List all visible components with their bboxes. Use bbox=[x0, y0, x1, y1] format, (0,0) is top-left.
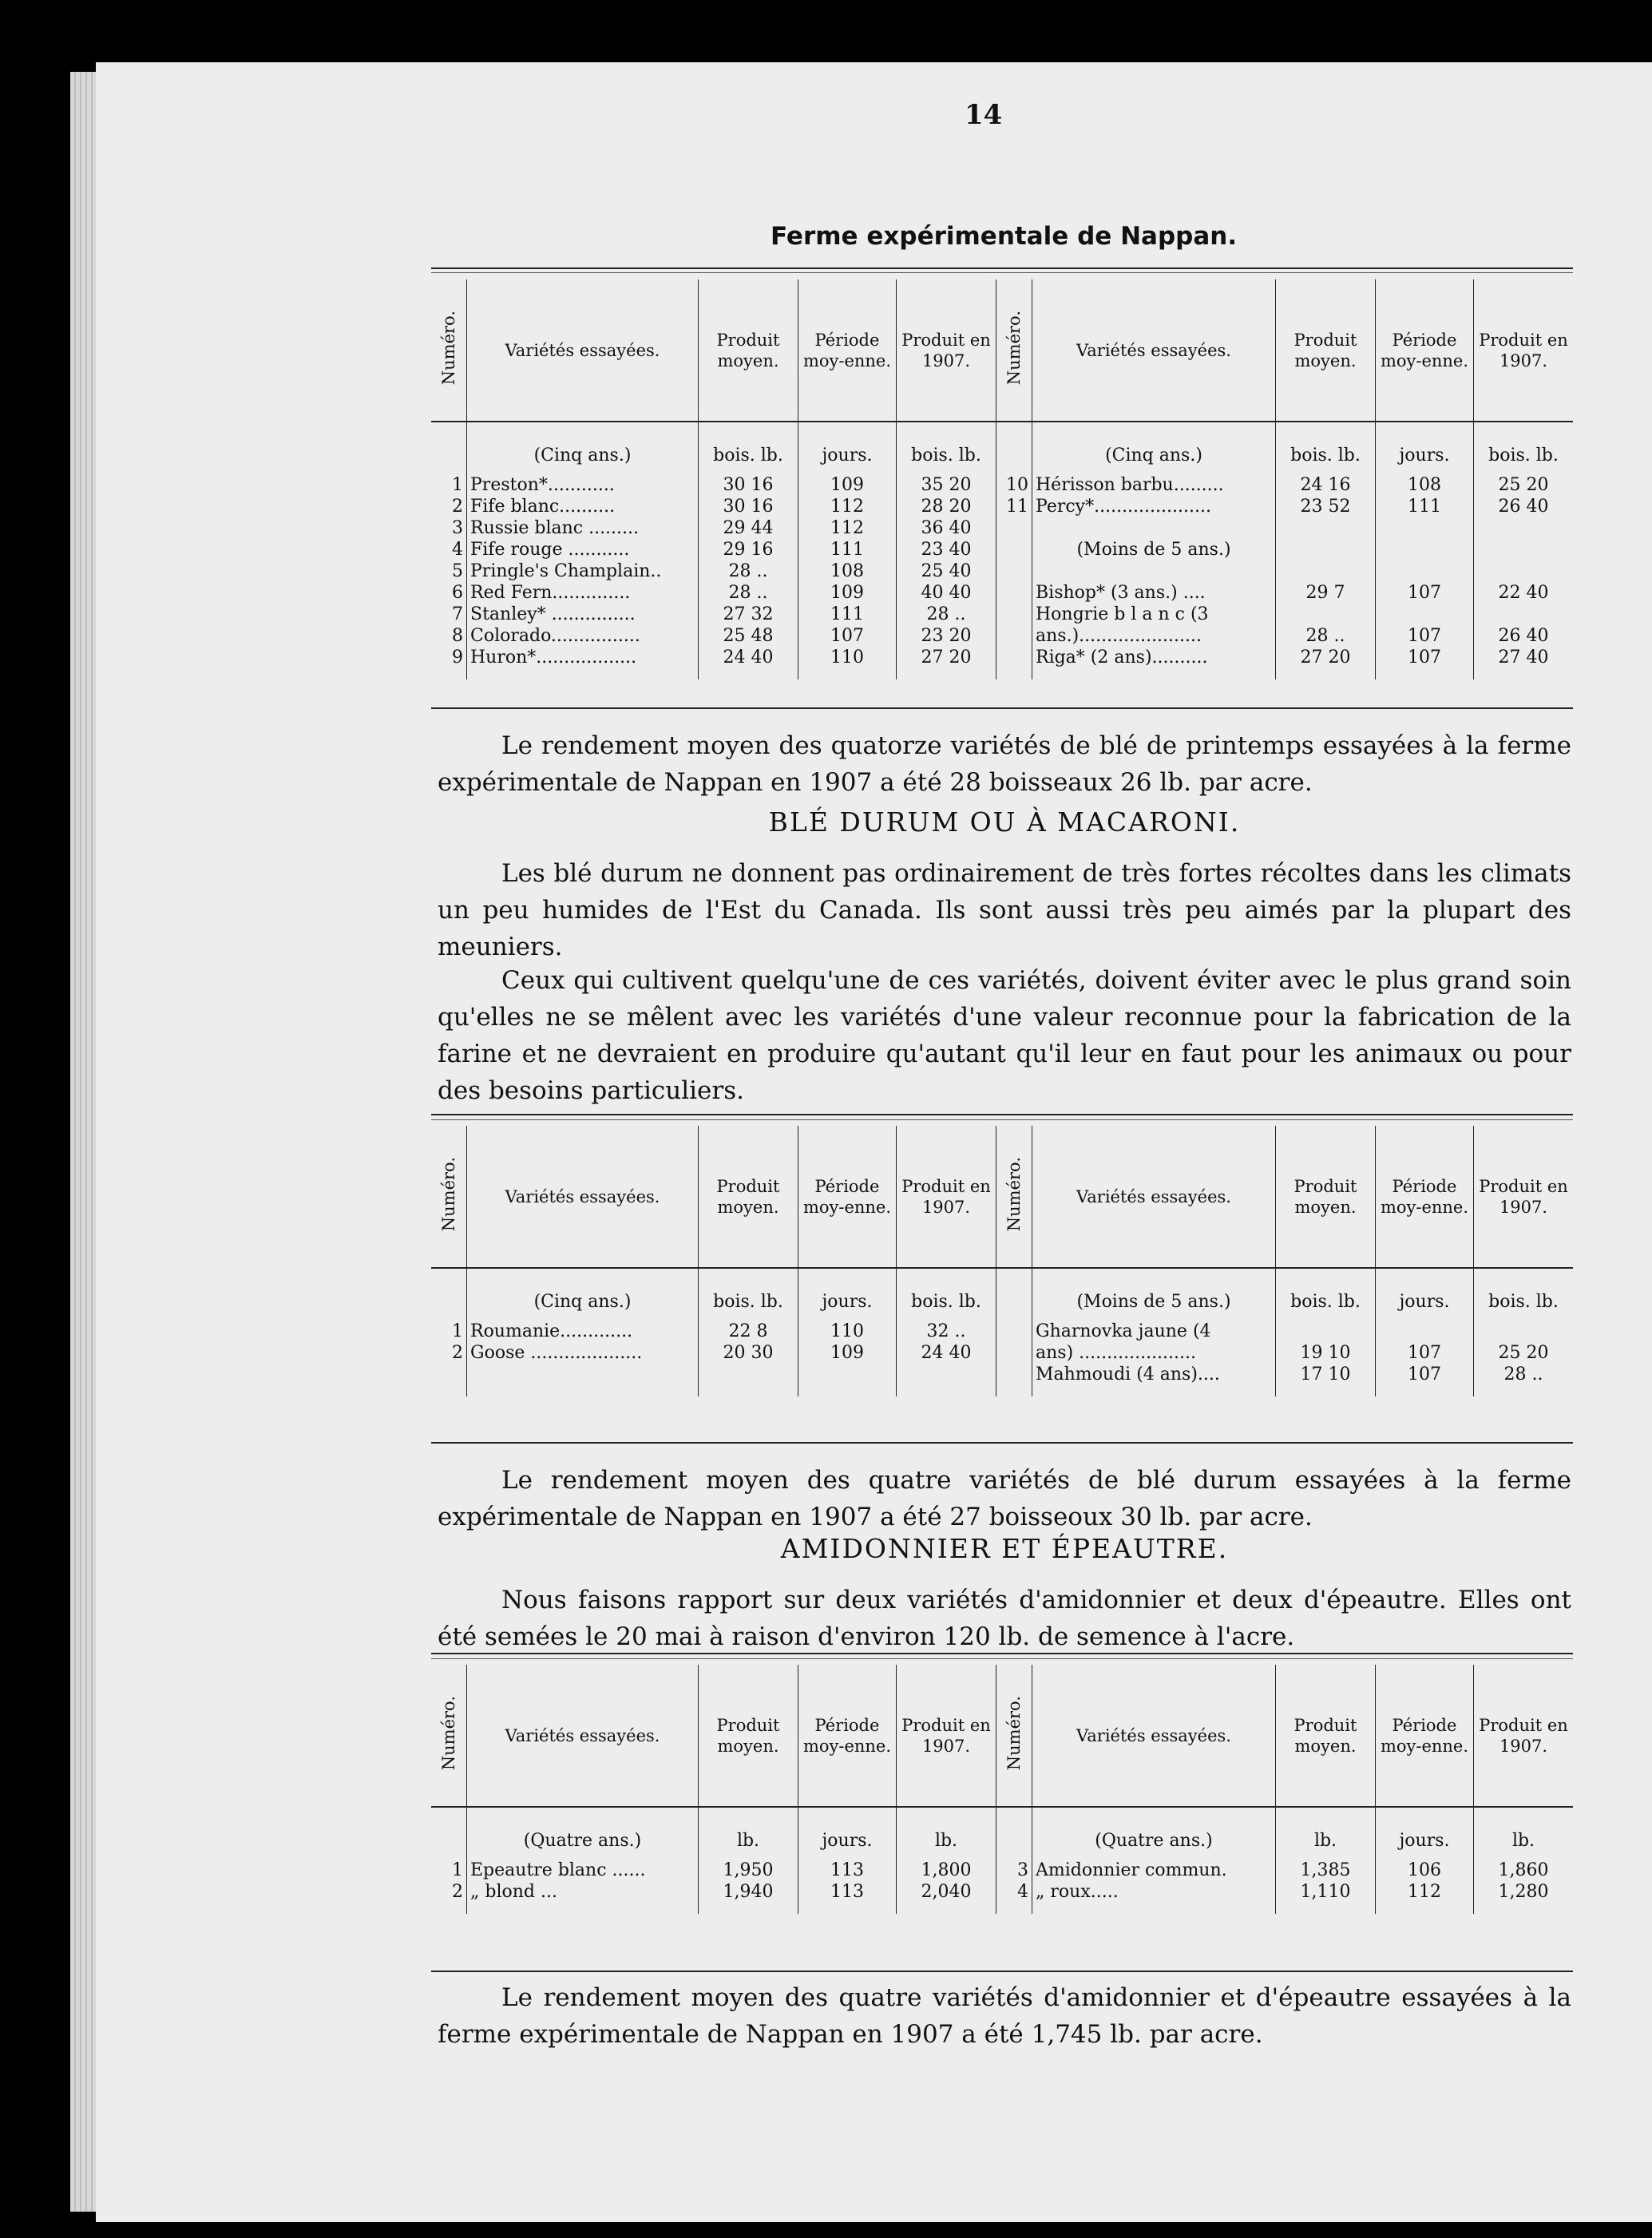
variety-name-right bbox=[1032, 560, 1276, 582]
yield-1907: 25 40 bbox=[897, 560, 996, 582]
header-prod-right: Produit en 1907. bbox=[1474, 279, 1574, 422]
period-days-right: 112 bbox=[1376, 1881, 1474, 1914]
variety-name: Epeautre blanc ...... bbox=[467, 1860, 699, 1881]
units-row bbox=[431, 1268, 1573, 1321]
variety-name-right bbox=[1032, 517, 1276, 539]
row-number-right bbox=[996, 647, 1032, 679]
t2-header-avg: Produit moyen. bbox=[699, 1126, 798, 1268]
t2-header-period-right: Période moy-enne. bbox=[1376, 1126, 1474, 1268]
unit-avg: lb. bbox=[699, 1807, 798, 1860]
variety-name: Stanley* ............... bbox=[467, 604, 699, 625]
period-days-right: 106 bbox=[1376, 1860, 1474, 1881]
period-days bbox=[798, 1364, 897, 1396]
t3-header-num-right: Numéro. bbox=[1004, 1695, 1024, 1771]
yield-1907: 28 .. bbox=[897, 604, 996, 625]
avg-yield-right bbox=[1276, 604, 1376, 625]
table2-top-rule bbox=[431, 1114, 1573, 1115]
variety-name: Roumanie............. bbox=[467, 1321, 699, 1342]
yield-1907: 23 40 bbox=[897, 539, 996, 560]
yield-1907: 24 40 bbox=[897, 1342, 996, 1364]
yield-1907: 23 20 bbox=[897, 625, 996, 647]
variety-name: Fife blanc.......... bbox=[467, 496, 699, 517]
spring-wheat-table bbox=[431, 279, 1573, 679]
period-days: 109 bbox=[798, 582, 897, 604]
unit-avg-right: bois. lb. bbox=[1276, 422, 1376, 474]
variety-name: Red Fern.............. bbox=[467, 582, 699, 604]
yield-1907-right bbox=[1474, 517, 1574, 539]
avg-yield: 22 8 bbox=[699, 1321, 798, 1342]
avg-yield bbox=[699, 1364, 798, 1396]
table-row bbox=[431, 1342, 1573, 1364]
variety-name-right: Riga* (2 ans).......... bbox=[1032, 647, 1276, 679]
avg-yield-right: 1,110 bbox=[1276, 1881, 1376, 1914]
row-number-right: 10 bbox=[996, 474, 1032, 496]
period-days-right bbox=[1376, 1321, 1474, 1342]
table-row bbox=[431, 560, 1573, 582]
yield-1907-right bbox=[1474, 1321, 1574, 1342]
avg-yield: 29 16 bbox=[699, 539, 798, 560]
paragraph-spelt-summary: Le rendement moyen des quatre variétés d'amidonnier et d'épeautre essayées à la ferme expérimentale de Nappan en 1907 a été 1,745 lb. par acre. bbox=[438, 1983, 1571, 2049]
header-variety-right: Variétés essayées. bbox=[1032, 279, 1276, 422]
unit-prod-right: bois. lb. bbox=[1474, 1268, 1574, 1321]
avg-yield: 30 16 bbox=[699, 496, 798, 517]
variety-name-right: Gharnovka jaune (4 bbox=[1032, 1321, 1276, 1342]
unit-prod-right: lb. bbox=[1474, 1807, 1574, 1860]
row-number-right bbox=[996, 1342, 1032, 1364]
group-label: (Cinq ans.) bbox=[467, 1268, 699, 1321]
table-row bbox=[431, 1364, 1573, 1396]
period-days: 113 bbox=[798, 1881, 897, 1914]
row-number: 8 bbox=[452, 626, 463, 646]
section-heading-spelt: AMIDONNIER ET ÉPEAUTRE. bbox=[780, 1533, 1229, 1564]
row-number: 6 bbox=[452, 583, 463, 603]
variety-name-right: ans) ..................... bbox=[1032, 1342, 1276, 1364]
paragraph-durum-advice: Ceux qui cultivent quelqu'une de ces variétés, doivent éviter avec le plus grand soin qu'elles ne se mêlent avec les variétés d'une valeur reconnue pour la fabrication de la farine et ne devraient en produire qu'autant qu'il leur en faut pour les animaux ou pour des besoins particuliers. bbox=[438, 966, 1571, 1105]
unit-prod: bois. lb. bbox=[897, 422, 996, 474]
t2-header-avg-right: Produit moyen. bbox=[1276, 1126, 1376, 1268]
yield-1907: 35 20 bbox=[897, 474, 996, 496]
unit-avg: bois. lb. bbox=[699, 422, 798, 474]
yield-1907-right: 1,280 bbox=[1474, 1881, 1574, 1914]
t3-header-variety-right: Variétés essayées. bbox=[1032, 1665, 1276, 1807]
group-label-right: (Quatre ans.) bbox=[1032, 1807, 1276, 1860]
variety-name-right: Percy*..................... bbox=[1032, 496, 1276, 517]
row-number-right bbox=[996, 582, 1032, 604]
unit-avg-right: lb. bbox=[1276, 1807, 1376, 1860]
unit-num bbox=[431, 422, 467, 474]
group-label: (Quatre ans.) bbox=[467, 1807, 699, 1860]
spelt-emmer-table bbox=[431, 1665, 1573, 1914]
variety-name-right: Hérisson barbu......... bbox=[1032, 474, 1276, 496]
table2-bottom-rule bbox=[431, 1442, 1573, 1444]
row-number-right bbox=[996, 539, 1032, 560]
paragraph-spelt-intro: Nous faisons rapport sur deux variétés d'amidonnier et deux d'épeautre. Elles ont été semées le 20 mai à raison d'environ 120 lb. de semence à l'acre. bbox=[438, 1586, 1571, 1651]
row-number-right bbox=[996, 560, 1032, 582]
unit-days-right: jours. bbox=[1376, 422, 1474, 474]
yield-1907: 36 40 bbox=[897, 517, 996, 539]
header-period: Période moy-enne. bbox=[798, 279, 897, 422]
unit-prod-right: bois. lb. bbox=[1474, 422, 1574, 474]
yield-1907: 27 20 bbox=[897, 647, 996, 679]
yield-1907-right bbox=[1474, 560, 1574, 582]
avg-yield: 1,940 bbox=[699, 1881, 798, 1914]
variety-name: Goose .................... bbox=[467, 1342, 699, 1364]
unit-days: jours. bbox=[798, 1268, 897, 1321]
avg-yield-right: 29 7 bbox=[1276, 582, 1376, 604]
period-days-right bbox=[1376, 517, 1474, 539]
header-num-right: Numéro. bbox=[1004, 310, 1024, 386]
yield-1907: 1,800 bbox=[897, 1860, 996, 1881]
yield-1907-right: 28 .. bbox=[1474, 1364, 1574, 1396]
avg-yield-right: 28 .. bbox=[1276, 625, 1376, 647]
variety-name: Preston*............ bbox=[467, 474, 699, 496]
row-number: 2 bbox=[452, 1343, 463, 1363]
row-number bbox=[431, 1364, 467, 1396]
period-days: 111 bbox=[798, 539, 897, 560]
unit-num-right bbox=[996, 1268, 1032, 1321]
t2-header-num-right: Numéro. bbox=[1004, 1156, 1024, 1232]
table1-top-rule bbox=[431, 267, 1573, 269]
yield-1907-right: 25 20 bbox=[1474, 474, 1574, 496]
variety-name-right: Bishop* (3 ans.) .... bbox=[1032, 582, 1276, 604]
table-row bbox=[431, 604, 1573, 625]
group-label-right: (Cinq ans.) bbox=[1032, 422, 1276, 474]
avg-yield-right: 24 16 bbox=[1276, 474, 1376, 496]
page-title: Ferme expérimentale de Nappan. bbox=[771, 222, 1238, 251]
row-number-right: 3 bbox=[996, 1860, 1032, 1881]
table-row bbox=[431, 582, 1573, 604]
unit-days: jours. bbox=[798, 1807, 897, 1860]
header-period-right: Période moy-enne. bbox=[1376, 279, 1474, 422]
variety-name-right: Amidonnier commun. bbox=[1032, 1860, 1276, 1881]
variety-name: Colorado................ bbox=[467, 625, 699, 647]
yield-1907-right: 1,860 bbox=[1474, 1860, 1574, 1881]
header-avg: Produit moyen. bbox=[699, 279, 798, 422]
row-number: 2 bbox=[452, 1882, 463, 1902]
period-days-right bbox=[1376, 560, 1474, 582]
group-label-right: (Moins de 5 ans.) bbox=[1032, 1268, 1276, 1321]
yield-1907-right bbox=[1474, 604, 1574, 625]
paragraph-spring-wheat-summary: Le rendement moyen des quatorze variétés de blé de printemps essayées à la ferme expérimentale de Nappan en 1907 a été 28 boisseaux 26 lb. par acre. bbox=[438, 731, 1571, 797]
section-heading-durum: BLÉ DURUM OU À MACARONI. bbox=[768, 806, 1241, 838]
t3-header-period-right: Période moy-enne. bbox=[1376, 1665, 1474, 1807]
header-prod: Produit en 1907. bbox=[897, 279, 996, 422]
table-row bbox=[431, 625, 1573, 647]
unit-num bbox=[431, 1807, 467, 1860]
t3-header-period: Période moy-enne. bbox=[798, 1665, 897, 1807]
variety-name: Russie blanc ......... bbox=[467, 517, 699, 539]
row-number: 1 bbox=[452, 1321, 463, 1341]
variety-name: Pringle's Champlain.. bbox=[467, 560, 699, 582]
table-row bbox=[431, 647, 1573, 679]
yield-1907-right: 25 20 bbox=[1474, 1342, 1574, 1364]
table-row bbox=[431, 474, 1573, 496]
avg-yield: 20 30 bbox=[699, 1342, 798, 1364]
period-days-right: 107 bbox=[1376, 1364, 1474, 1396]
row-number: 9 bbox=[452, 648, 463, 667]
table-row bbox=[431, 517, 1573, 539]
period-days-right bbox=[1376, 604, 1474, 625]
table-row bbox=[431, 539, 1573, 560]
period-days-right: 107 bbox=[1376, 1342, 1474, 1364]
period-days: 112 bbox=[798, 496, 897, 517]
avg-yield-right: 1,385 bbox=[1276, 1860, 1376, 1881]
avg-yield: 29 44 bbox=[699, 517, 798, 539]
variety-name-right: ans.)...................... bbox=[1032, 625, 1276, 647]
yield-1907-right bbox=[1474, 539, 1574, 560]
avg-yield-right bbox=[1276, 517, 1376, 539]
unit-num-right bbox=[996, 422, 1032, 474]
period-days: 113 bbox=[798, 1860, 897, 1881]
period-days-right: 108 bbox=[1376, 474, 1474, 496]
avg-yield-right: 27 20 bbox=[1276, 647, 1376, 679]
t2-header-prod-right: Produit en 1907. bbox=[1474, 1126, 1574, 1268]
avg-yield: 28 .. bbox=[699, 582, 798, 604]
table-row bbox=[431, 496, 1573, 517]
durum-table bbox=[431, 1126, 1573, 1396]
t3-header-prod-right: Produit en 1907. bbox=[1474, 1665, 1574, 1807]
t3-header-variety: Variétés essayées. bbox=[467, 1665, 699, 1807]
t3-header-avg: Produit moyen. bbox=[699, 1665, 798, 1807]
table3-top-rule-thin bbox=[431, 1658, 1573, 1659]
row-number: 7 bbox=[452, 604, 463, 624]
page-number: 14 bbox=[965, 99, 1003, 131]
unit-days-right: jours. bbox=[1376, 1268, 1474, 1321]
t2-header-variety-right: Variétés essayées. bbox=[1032, 1126, 1276, 1268]
table2-top-rule-thin bbox=[431, 1119, 1573, 1120]
period-days: 109 bbox=[798, 474, 897, 496]
row-number: 2 bbox=[452, 497, 463, 517]
avg-yield: 28 .. bbox=[699, 560, 798, 582]
row-number: 1 bbox=[452, 475, 463, 495]
table1-bottom-rule bbox=[431, 707, 1573, 709]
row-number-right: 11 bbox=[996, 496, 1032, 517]
row-number-right bbox=[996, 1321, 1032, 1342]
variety-name-right: Mahmoudi (4 ans).... bbox=[1032, 1364, 1276, 1396]
row-number: 5 bbox=[452, 561, 463, 581]
period-days: 108 bbox=[798, 560, 897, 582]
yield-1907 bbox=[897, 1364, 996, 1396]
avg-yield-right bbox=[1276, 1321, 1376, 1342]
unit-prod: lb. bbox=[897, 1807, 996, 1860]
variety-name: Fife rouge ........... bbox=[467, 539, 699, 560]
table-row bbox=[431, 1881, 1573, 1914]
variety-name-right: Hongrie b l a n c (3 bbox=[1032, 604, 1276, 625]
period-days-right: 107 bbox=[1376, 625, 1474, 647]
table-row bbox=[431, 1860, 1573, 1881]
unit-days: jours. bbox=[798, 422, 897, 474]
units-row bbox=[431, 422, 1573, 474]
row-number: 4 bbox=[452, 540, 463, 560]
paragraph-durum-intro: Les blé durum ne donnent pas ordinairement de très fortes récoltes dans les climats un peu humides de l'Est du Canada. Ils sont aussi très peu aimés par la plupart des meuniers. bbox=[438, 859, 1571, 961]
unit-days-right: jours. bbox=[1376, 1807, 1474, 1860]
table3-top-rule bbox=[431, 1653, 1573, 1654]
yield-1907: 40 40 bbox=[897, 582, 996, 604]
row-number-right bbox=[996, 604, 1032, 625]
group-label: (Cinq ans.) bbox=[467, 422, 699, 474]
avg-yield: 24 40 bbox=[699, 647, 798, 679]
avg-yield: 25 48 bbox=[699, 625, 798, 647]
yield-1907-right: 26 40 bbox=[1474, 625, 1574, 647]
paragraph-durum-summary: Le rendement moyen des quatre variétés de blé durum essayées à la ferme expérimentale de Nappan en 1907 a été 27 boisseoux 30 lb. par acre. bbox=[438, 1466, 1571, 1531]
period-days: 107 bbox=[798, 625, 897, 647]
unit-prod: bois. lb. bbox=[897, 1268, 996, 1321]
yield-1907: 28 20 bbox=[897, 496, 996, 517]
avg-yield-right: 17 10 bbox=[1276, 1364, 1376, 1396]
unit-avg-right: bois. lb. bbox=[1276, 1268, 1376, 1321]
period-days: 110 bbox=[798, 1321, 897, 1342]
unit-num-right bbox=[996, 1807, 1032, 1860]
unit-num bbox=[431, 1268, 467, 1321]
yield-1907: 2,040 bbox=[897, 1881, 996, 1914]
avg-yield: 27 32 bbox=[699, 604, 798, 625]
row-number-right bbox=[996, 517, 1032, 539]
t3-header-num: Numéro. bbox=[439, 1695, 458, 1771]
yield-1907: 32 .. bbox=[897, 1321, 996, 1342]
header-num: Numéro. bbox=[439, 310, 458, 386]
avg-yield-right bbox=[1276, 539, 1376, 560]
t2-header-period: Période moy-enne. bbox=[798, 1126, 897, 1268]
avg-yield-right: 19 10 bbox=[1276, 1342, 1376, 1364]
period-days: 111 bbox=[798, 604, 897, 625]
yield-1907-right: 22 40 bbox=[1474, 582, 1574, 604]
t2-header-variety: Variétés essayées. bbox=[467, 1126, 699, 1268]
unit-avg: bois. lb. bbox=[699, 1268, 798, 1321]
table3-bottom-rule bbox=[431, 1971, 1573, 1972]
row-number-right bbox=[996, 625, 1032, 647]
period-days-right: 111 bbox=[1376, 496, 1474, 517]
period-days: 110 bbox=[798, 647, 897, 679]
period-days-right: 107 bbox=[1376, 647, 1474, 679]
t2-header-prod: Produit en 1907. bbox=[897, 1126, 996, 1268]
avg-yield-right bbox=[1276, 560, 1376, 582]
units-row bbox=[431, 1807, 1573, 1860]
period-days: 109 bbox=[798, 1342, 897, 1364]
t3-header-prod: Produit en 1907. bbox=[897, 1665, 996, 1807]
row-number-right: 4 bbox=[996, 1881, 1032, 1914]
header-variety: Variétés essayées. bbox=[467, 279, 699, 422]
group-label-right: (Moins de 5 ans.) bbox=[1032, 539, 1276, 560]
yield-1907-right: 26 40 bbox=[1474, 496, 1574, 517]
period-days-right: 107 bbox=[1376, 582, 1474, 604]
variety-name bbox=[467, 1364, 699, 1396]
t2-header-num: Numéro. bbox=[439, 1156, 458, 1232]
variety-name: „ blond ... bbox=[467, 1881, 699, 1914]
row-number-right bbox=[996, 1364, 1032, 1396]
t3-header-avg-right: Produit moyen. bbox=[1276, 1665, 1376, 1807]
period-days-right bbox=[1376, 539, 1474, 560]
avg-yield: 30 16 bbox=[699, 474, 798, 496]
avg-yield: 1,950 bbox=[699, 1860, 798, 1881]
row-number: 3 bbox=[452, 518, 463, 538]
period-days: 112 bbox=[798, 517, 897, 539]
variety-name-right: „ roux..... bbox=[1032, 1881, 1276, 1914]
header-avg-right: Produit moyen. bbox=[1276, 279, 1376, 422]
avg-yield-right: 23 52 bbox=[1276, 496, 1376, 517]
table-row bbox=[431, 1321, 1573, 1342]
table1-top-rule-thin bbox=[431, 272, 1573, 273]
variety-name: Huron*.................. bbox=[467, 647, 699, 679]
row-number: 1 bbox=[452, 1860, 463, 1880]
yield-1907-right: 27 40 bbox=[1474, 647, 1574, 679]
